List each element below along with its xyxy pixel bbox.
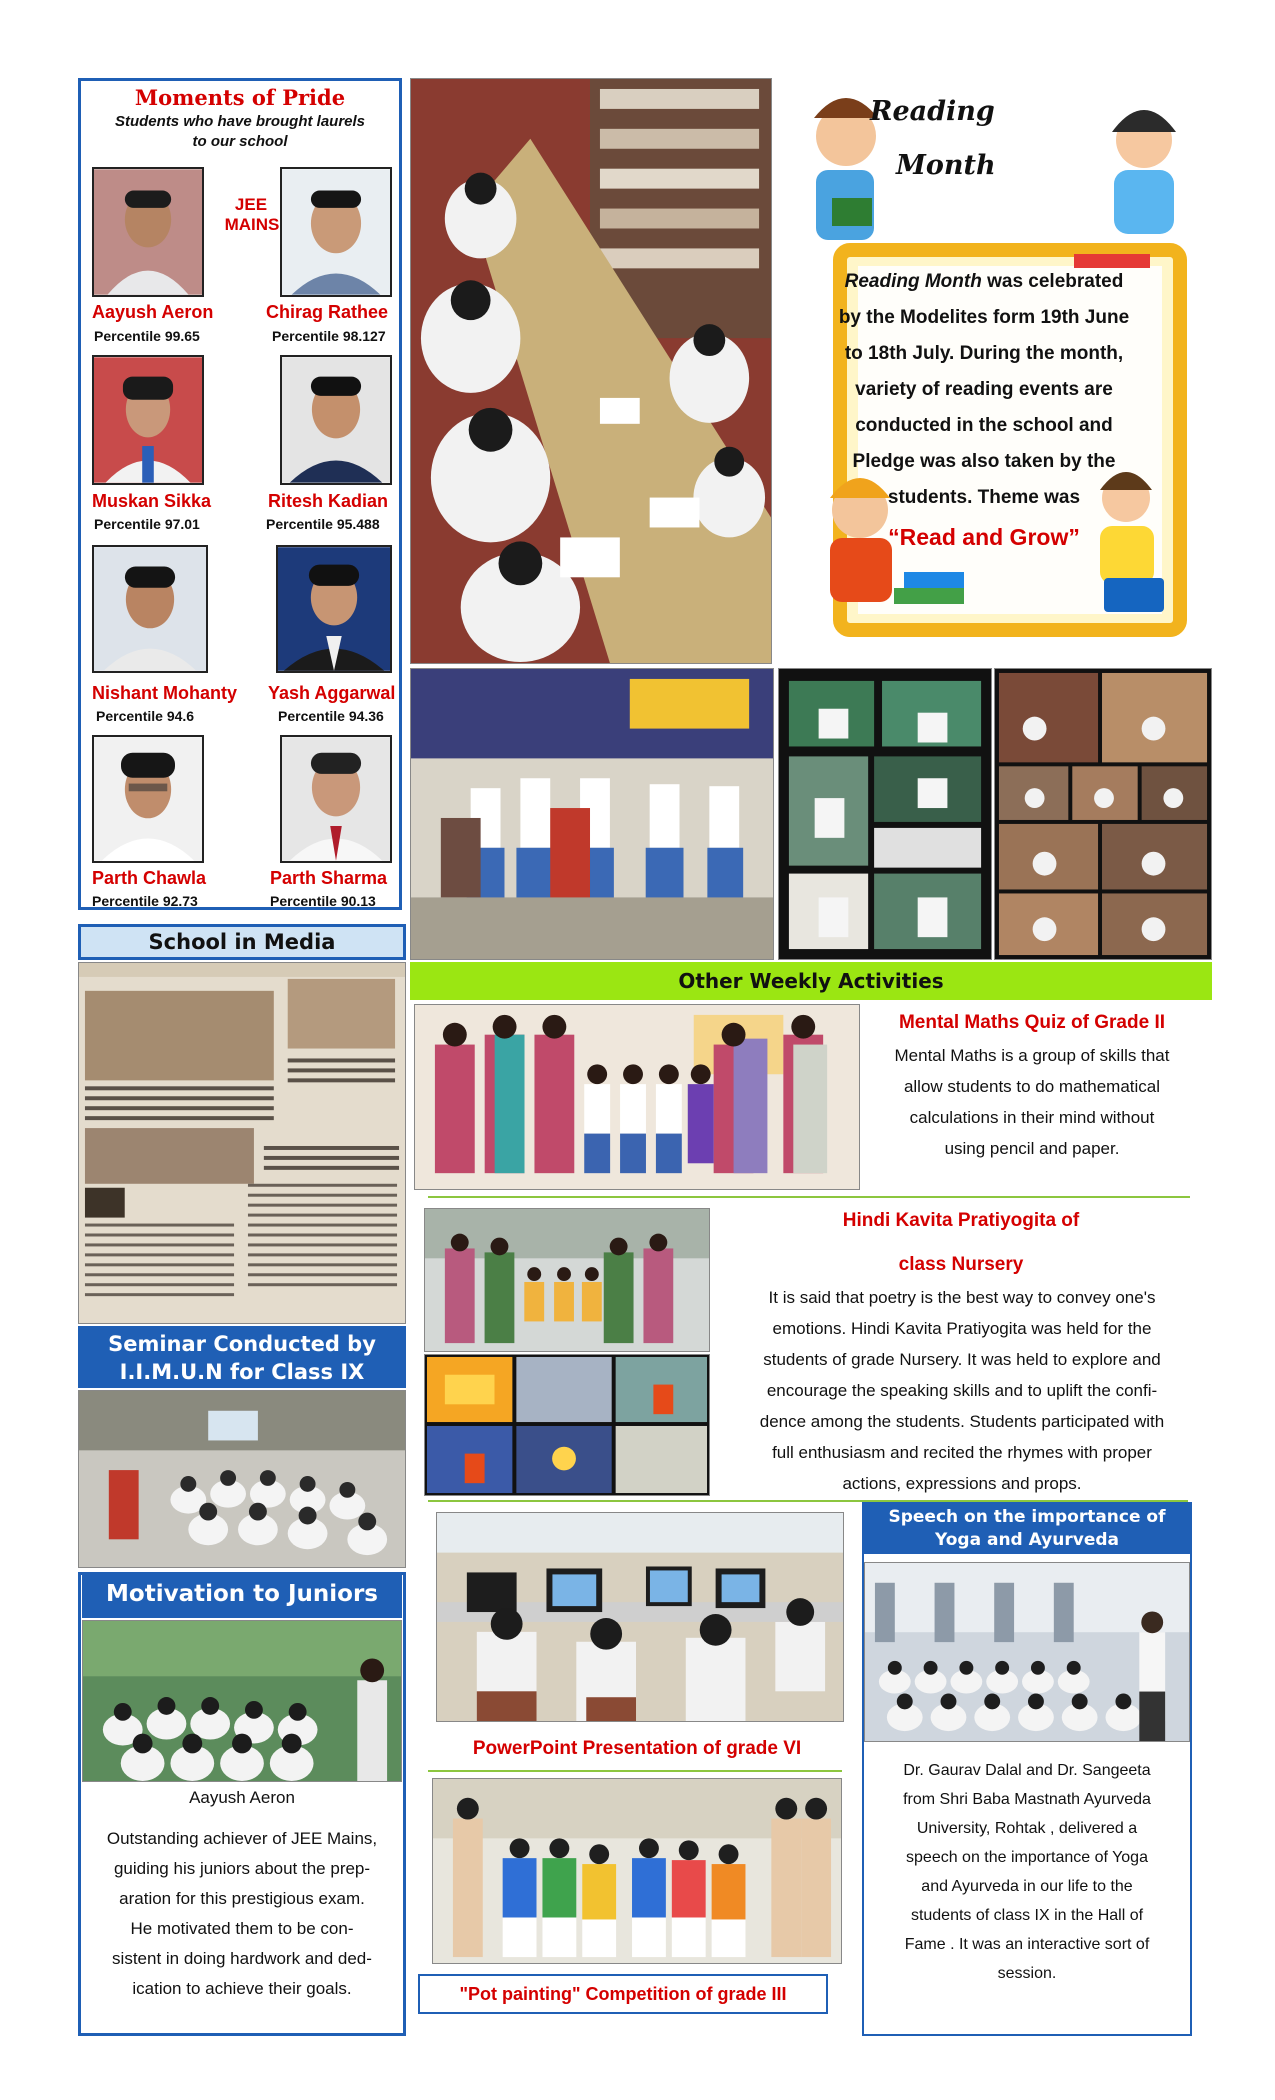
yoga-header (864, 1502, 1190, 1554)
seminar-header (78, 1326, 406, 1388)
mental-maths-title: Mental Maths Quiz of Grade II (898, 1012, 1166, 1033)
student-photo (280, 735, 392, 863)
library-reading-photo (410, 78, 772, 664)
student-photo (280, 355, 392, 485)
student-percentile: Percentile 97.01 (94, 516, 200, 532)
pride-subtitle-2: to our school (192, 133, 288, 150)
student-percentile: Percentile 90.13 (270, 893, 376, 909)
yoga-line: and Ayurveda in our life to the (921, 1878, 1133, 1895)
yoga-line: from Shri Baba Mastnath Ayurveda (903, 1791, 1151, 1808)
motivation-line: Outstanding achiever of JEE Mains, (106, 1829, 378, 1848)
mental-maths-line: using pencil and paper. (944, 1139, 1120, 1158)
reading-collage-1 (778, 668, 992, 960)
student-name: Parth Chawla (92, 868, 207, 888)
reading-body-line: conducted in the school and (855, 415, 1113, 436)
student-name: Chirag Rathee (266, 302, 389, 322)
mental-maths-line: calculations in their mind without (909, 1108, 1155, 1127)
reading-theme: “Read and Grow” (888, 524, 1080, 550)
student-name: Yash Aggarwal (268, 683, 396, 703)
reading-body-line: to 18th July. During the month, (844, 343, 1124, 364)
reading-body-line: Pledge was also taken by the (852, 451, 1116, 472)
pot-painting-caption-box (418, 1974, 828, 2014)
reading-body-line (814, 264, 1154, 300)
motivation-text (82, 1824, 402, 2004)
pot-painting-title: "Pot painting" Competition of grade III (459, 1984, 787, 2004)
hindi-kavita-title-1: Hindi Kavita Pratiyogita of (842, 1210, 1080, 1231)
pride-subtitle-1: Students who have brought laurels (114, 113, 366, 130)
hindi-kavita-line: encourage the speaking skills and to uplift the confi- (766, 1381, 1158, 1400)
section-divider (428, 1196, 1190, 1198)
weekly-activities-title: Other Weekly Activities (678, 969, 944, 993)
motivation-line: guiding his juniors about the prep- (113, 1859, 371, 1878)
pledge-assembly-photo (410, 668, 774, 960)
yoga-speech-photo (864, 1562, 1190, 1742)
reading-body-line: by the Modelites form 19th June (838, 307, 1130, 328)
mental-maths-photo (414, 1004, 860, 1190)
exam-label-1: JEE (234, 195, 268, 214)
student-photo (92, 167, 204, 297)
yoga-line: University, Rohtak , delivered a (916, 1820, 1138, 1837)
student-name: Muskan Sikka (92, 491, 212, 511)
hindi-kavita-line: It is said that poetry is the best way to convey one's (768, 1288, 1156, 1307)
powerpoint-lab-photo (436, 1512, 844, 1722)
mental-maths-line: Mental Maths is a group of skills that (894, 1046, 1170, 1065)
motivation-line: sistent in doing hardwork and ded- (112, 1949, 372, 1968)
hindi-kavita-line: emotions. Hindi Kavita Pratiyogita was held for the (772, 1319, 1152, 1338)
school-in-media-header (78, 924, 406, 960)
motivation-student-name: Aayush Aeron (189, 1788, 295, 1807)
student-percentile: Percentile 94.36 (278, 708, 384, 724)
hindi-kavita-text (712, 1282, 1212, 1499)
reading-body-line: variety of reading events are (855, 379, 1113, 400)
reading-body-rest: was celebrated (981, 271, 1124, 292)
powerpoint-title: PowerPoint Presentation of grade VI (472, 1738, 802, 1759)
yoga-line: students of class IX in the Hall of (910, 1907, 1144, 1924)
student-percentile: Percentile 98.127 (272, 328, 386, 344)
student-percentile: Percentile 95.488 (266, 516, 380, 532)
motivation-line: ication to achieve their goals. (132, 1979, 352, 1998)
motivation-line: aration for this prestigious exam. (119, 1889, 365, 1908)
school-in-media-title: School in Media (148, 930, 336, 954)
student-photo (92, 545, 208, 673)
motivation-title: Motivation to Juniors (106, 1581, 378, 1607)
yoga-line: Fame . It was an interactive sort of (904, 1936, 1150, 1953)
student-name: Ritesh Kadian (268, 491, 389, 511)
student-name: Aayush Aeron (92, 302, 214, 322)
student-name: Nishant Mohanty (92, 683, 238, 703)
hindi-kavita-photo-main (424, 1208, 710, 1352)
seminar-photo (78, 1390, 406, 1568)
student-photo (276, 545, 392, 673)
hindi-kavita-title-2: class Nursery (898, 1254, 1024, 1275)
hindi-kavita-collage (424, 1354, 710, 1496)
exam-label-2: MAINS (224, 215, 280, 234)
reading-collage-2 (994, 668, 1212, 960)
reading-body-line: students. Theme was (887, 487, 1081, 508)
yoga-title-2: Yoga and Ayurveda (934, 1530, 1120, 1550)
reading-month-panel (774, 78, 1212, 664)
student-name: Parth Sharma (270, 868, 388, 888)
seminar-title-2: I.I.M.U.N for Class IX (119, 1360, 365, 1384)
pride-title: Moments of Pride (134, 85, 346, 110)
seminar-title-1: Seminar Conducted by (108, 1332, 376, 1356)
yoga-line: Dr. Gaurav Dalal and Dr. Sangeeta (903, 1762, 1151, 1779)
mental-maths-text (862, 1040, 1202, 1164)
yoga-title-1: Speech on the importance of (888, 1507, 1166, 1527)
student-percentile: Percentile 92.73 (92, 893, 198, 909)
mental-maths-line: allow students to do mathematical (903, 1077, 1161, 1096)
hindi-kavita-line: students of grade Nursery. It was held to explore and (763, 1350, 1161, 1369)
hindi-kavita-line: actions, expressions and props. (842, 1474, 1082, 1493)
student-percentile: Percentile 94.6 (96, 708, 195, 724)
motivation-header (82, 1572, 402, 1618)
student-photo (92, 735, 204, 863)
weekly-activities-banner (410, 962, 1212, 1000)
pot-painting-photo (432, 1778, 842, 1964)
newspaper-clippings (78, 962, 406, 1324)
reading-title-2: Month (896, 150, 996, 181)
yoga-text (866, 1756, 1188, 1988)
motivation-line: He motivated them to be con- (130, 1919, 354, 1938)
student-photo (280, 167, 392, 297)
reading-title-1: Reading (870, 96, 995, 127)
motivation-photo (82, 1620, 402, 1782)
yoga-line: speech on the importance of Yoga (906, 1849, 1148, 1866)
reading-body (814, 264, 1154, 516)
reading-body-italic: Reading Month (844, 271, 982, 292)
student-photo (92, 355, 204, 485)
yoga-line: session. (997, 1965, 1057, 1982)
hindi-kavita-line: dence among the students. Students participated with (759, 1412, 1165, 1431)
section-divider (428, 1770, 842, 1772)
student-percentile: Percentile 99.65 (94, 328, 200, 344)
hindi-kavita-line: full enthusiasm and recited the rhymes with proper (772, 1443, 1152, 1462)
